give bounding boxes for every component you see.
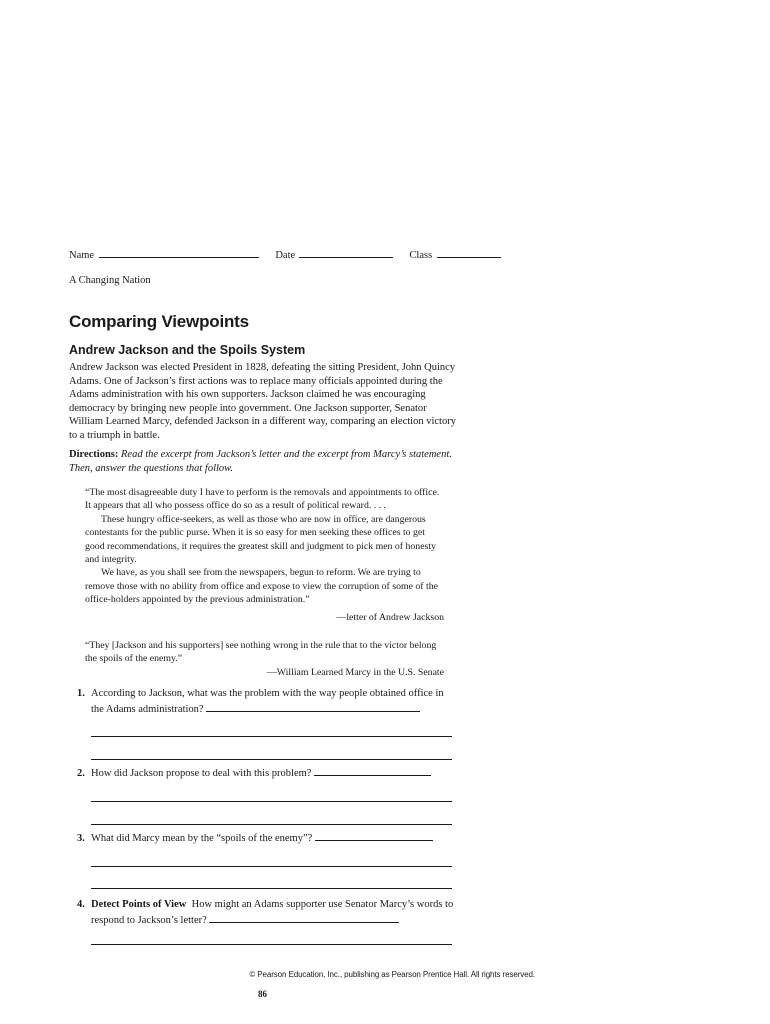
page-subtitle: Andrew Jackson and the Spoils System <box>69 343 306 357</box>
question-number: 1. <box>77 688 85 699</box>
name-field[interactable] <box>99 247 259 258</box>
answer-line[interactable] <box>91 824 452 825</box>
question-text: How did Jackson propose to deal with this problem? <box>91 768 312 779</box>
jackson-excerpt-p3: We have, as you shall see from the newspapers, begun to reform. We are trying to remove those with no ability from office and expose to view the corruption of some of the office-holders appointed by the previous administration.” <box>85 567 438 606</box>
student-info-row <box>69 247 501 261</box>
answer-line[interactable] <box>91 759 452 760</box>
class-label: Class <box>409 250 433 261</box>
answer-line[interactable] <box>91 866 452 867</box>
skill-label: Detect Points of View <box>91 899 187 910</box>
question-text: What did Marcy mean by the “spoils of the enemy”? <box>91 833 313 844</box>
question-1 <box>77 686 455 717</box>
marcy-attribution: —William Learned Marcy in the U.S. Senate <box>267 667 444 678</box>
question-text: How might an Adams supporter use Senator Marcy’s words to respond to Jackson’s letter? <box>91 899 454 926</box>
section-name: A Changing Nation <box>69 275 151 286</box>
answer-line[interactable] <box>315 831 433 841</box>
question-4 <box>77 897 455 928</box>
question-number: 4. <box>77 899 85 910</box>
copyright-footer: © Pearson Education, Inc., publishing as Pearson Prentice Hall. All rights reserved. <box>249 970 535 979</box>
answer-line[interactable] <box>209 913 399 923</box>
question-text: According to Jackson, what was the problem with the way people obtained office in the Adams administration? <box>91 688 444 715</box>
directions-label: Directions: <box>69 449 119 460</box>
question-2 <box>77 766 455 782</box>
answer-line[interactable] <box>91 888 452 889</box>
date-field[interactable] <box>299 247 393 258</box>
jackson-excerpt <box>85 486 447 607</box>
marcy-excerpt: “They [Jackson and his supporters] see nothing wrong in the rule that to the victor belong the spoils of the enemy.” <box>85 640 437 665</box>
question-number: 2. <box>77 768 85 779</box>
class-field[interactable] <box>437 247 501 258</box>
question-number: 3. <box>77 833 85 844</box>
answer-line[interactable] <box>206 702 420 712</box>
date-label: Date <box>275 250 296 261</box>
intro-paragraph: Andrew Jackson was elected President in 1828, defeating the sitting President, John Quincy Adams. One of Jackson’s first actions was to replace many officials appointed during the Adams administration with his own supporters. Jackson claimed he was encouraging democracy by bringing new people into government. One Jackson supporter, Senator William Learned Marcy, defended Jackson in a different way, comparing an election victory to a triumph in battle. <box>69 362 456 441</box>
jackson-attribution: —letter of Andrew Jackson <box>336 612 444 623</box>
jackson-excerpt-p2: These hungry office-seekers, as well as those who are now in office, are dangerous contestants for the public purse. When it is so easy for men seeking these offices to get good recommendations, it requires the greatest skill and judgment to pick men of honesty and integrity. <box>85 513 436 566</box>
question-3 <box>77 831 455 847</box>
jackson-excerpt-p1: “The most disagreeable duty I have to perform is the removals and appointments to office. It appears that all who possess office do so as a result of political reward. . . . <box>85 487 440 512</box>
page-number: 86 <box>258 989 267 999</box>
answer-line[interactable] <box>314 766 431 776</box>
directions-text: Read the excerpt from Jackson’s letter and the excerpt from Marcy’s statement. Then, answer the questions that follow. <box>69 449 452 474</box>
answer-line[interactable] <box>91 736 452 737</box>
page-title: Comparing Viewpoints <box>69 312 249 331</box>
answer-line[interactable] <box>91 801 452 802</box>
answer-line[interactable] <box>91 944 452 945</box>
directions <box>69 448 461 475</box>
name-label: Name <box>69 250 95 261</box>
